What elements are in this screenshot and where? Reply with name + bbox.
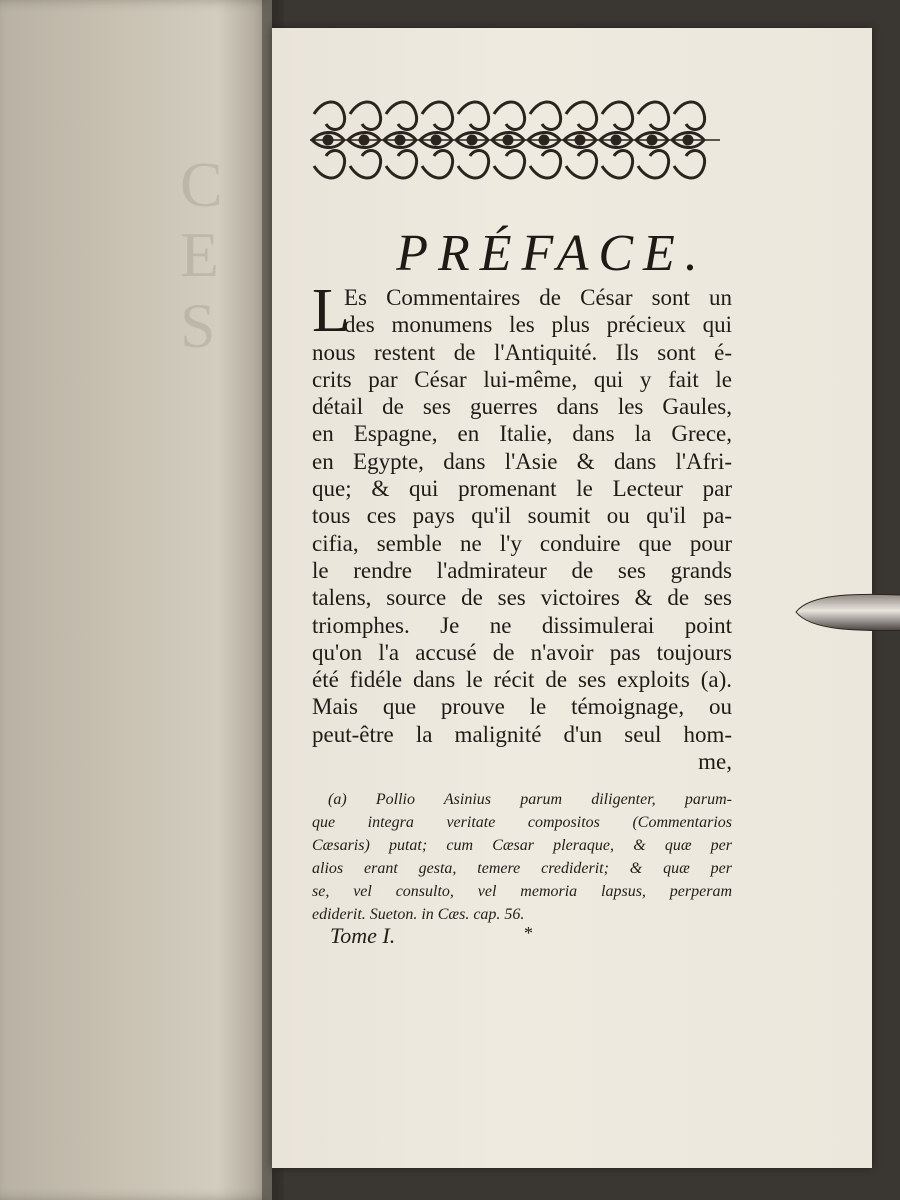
footnote-line: alios erant gesta, temere crediderit; & quæ per xyxy=(312,860,732,877)
body-line: en Egypte, dans l'Asie & dans l'Afri- xyxy=(312,448,732,474)
body-line: cifia, semble ne l'y conduire que pour xyxy=(312,530,732,556)
body-line: tous ces pays qu'il soumit ou qu'il pa- xyxy=(312,503,732,529)
body-line: le rendre l'admirateur de ses grands xyxy=(312,557,732,583)
left-page xyxy=(0,0,272,1200)
headpiece-ornament xyxy=(308,94,724,186)
footnote xyxy=(312,788,732,926)
catchword: me, xyxy=(698,749,732,775)
body-line: Mais que prouve le témoignage, ou xyxy=(312,694,732,720)
body-line: en Espagne, en Italie, dans la Grece, xyxy=(312,421,732,447)
body-line: talens, source de ses victoires & de ses xyxy=(312,585,732,611)
footnote-line: (a) Pollio Asinius parum diligenter, parum- xyxy=(328,791,732,808)
body-line: peut-être la malignité d'un seul hom- xyxy=(312,721,732,747)
footnote-line: Cæsaris) putat; cum Cæsar pleraque, & quæ per xyxy=(312,837,732,854)
page-title: PRÉFACE. xyxy=(396,225,708,282)
body-line: détail de ses guerres dans les Gaules, xyxy=(312,394,732,420)
right-page xyxy=(272,28,872,1168)
footnote-line: se, vel consulto, vel memoria lapsus, perperam xyxy=(312,883,732,900)
body-line: des monumens les plus précieux qui xyxy=(344,312,732,338)
signature-mark: * xyxy=(524,923,533,943)
volume-signature: Tome I. xyxy=(330,923,396,948)
drop-cap: L xyxy=(312,277,350,345)
bookmark-ribbon xyxy=(792,586,900,638)
footnote-line: ediderit. Sueton. in Cæs. cap. 56. xyxy=(312,906,525,923)
body-line: qu'on l'a accusé de n'avoir pas toujours xyxy=(312,639,732,665)
body-line: triomphes. Je ne dissimulerai point xyxy=(312,612,732,638)
body-line: que; & qui promenant le Lecteur par xyxy=(312,476,732,502)
footnote-line: que integra veritate compositos (Commentarios xyxy=(312,814,732,831)
body-line: Es Commentaires de César sont un xyxy=(344,285,732,310)
body-line: nous restent de l'Antiquité. Ils sont é- xyxy=(312,339,732,365)
body-line: crits par César lui-même, qui y fait le xyxy=(312,366,732,392)
body-line: été fidéle dans le récit de ses exploits (a). xyxy=(312,667,732,693)
body-text xyxy=(312,277,732,775)
left-page-show-through: C E S xyxy=(180,149,223,361)
